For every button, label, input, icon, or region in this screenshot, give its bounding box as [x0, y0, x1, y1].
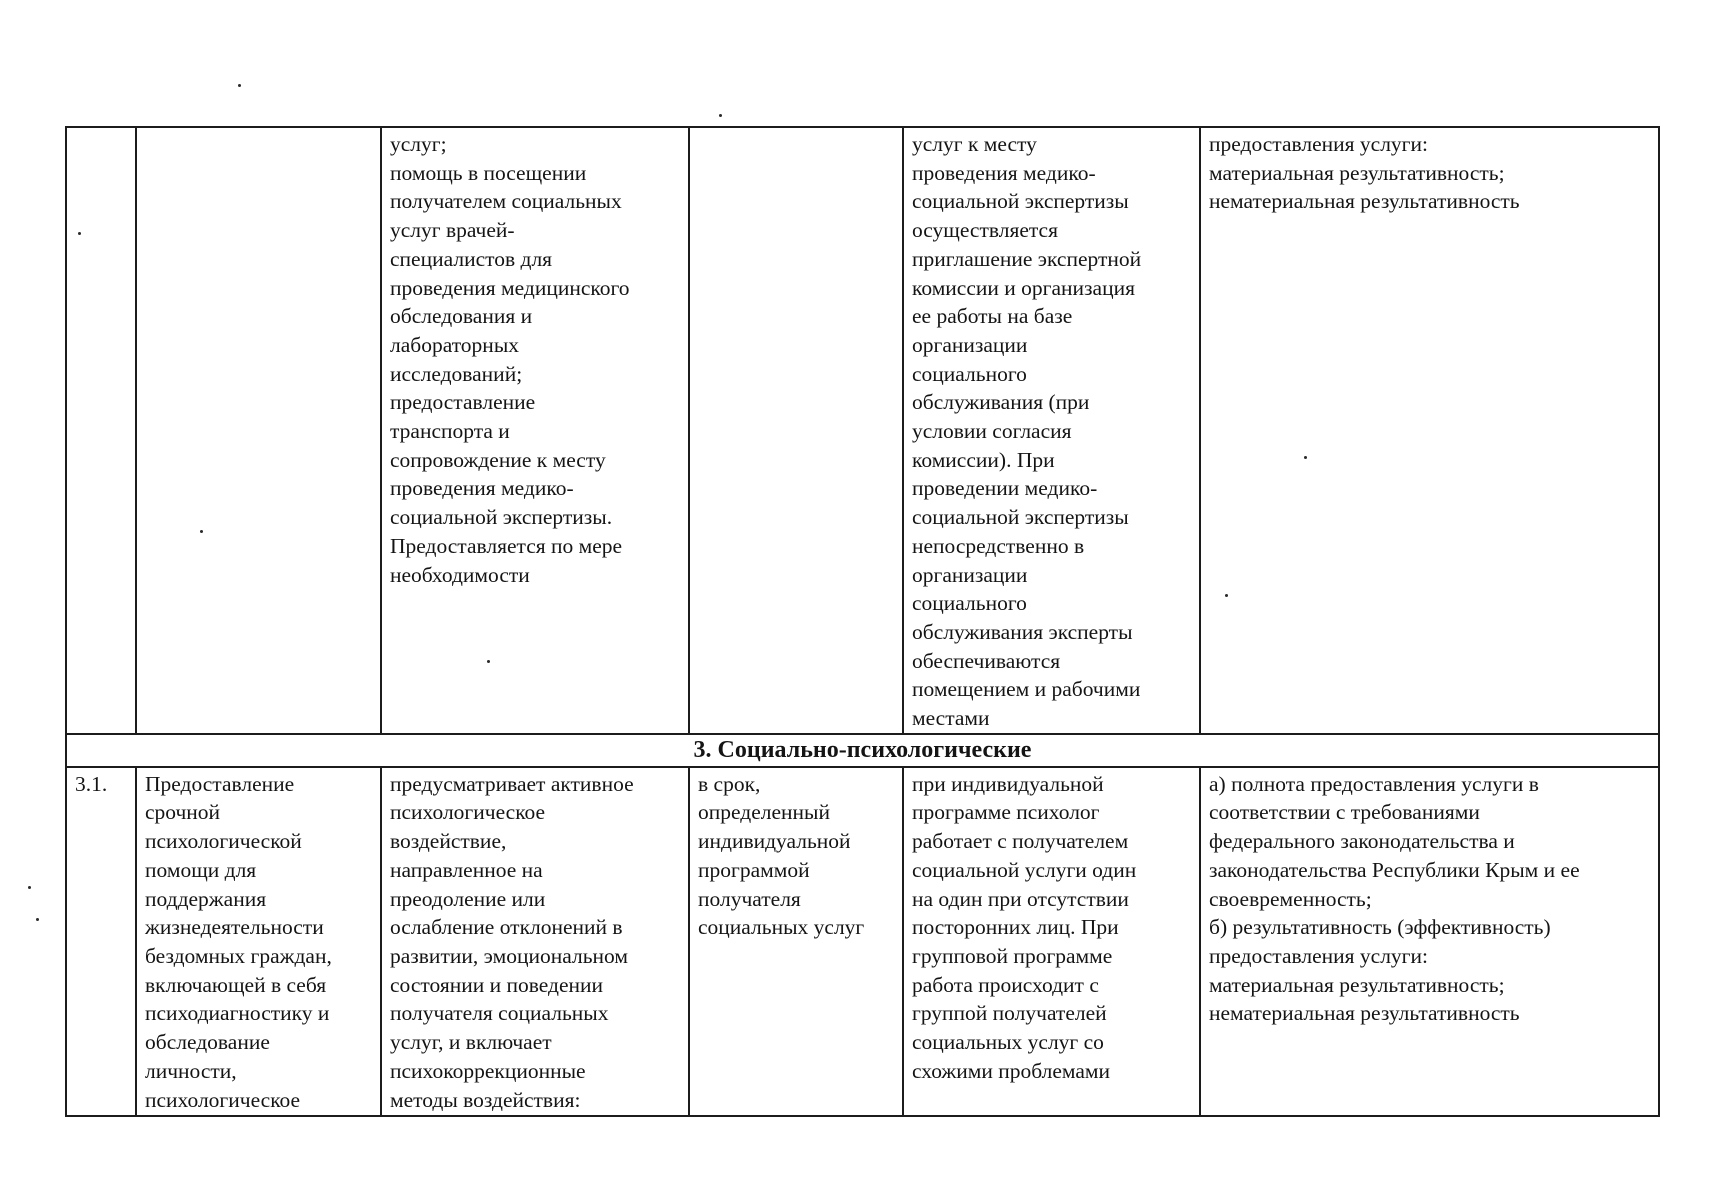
cell-service-evaluation: предоставления услуги: материальная результативность; нематериальная результативность — [1200, 127, 1659, 734]
scan-speck — [36, 918, 39, 921]
cell-service-description: услуг; помощь в посещении получателем социальных услуг врачей- специалистов для проведения медицинского обследования и лабораторных исследований; предоставление транспорта и сопровождение к месту проведения медико- социальной экспертизы. Предоставляется по мере необходимости — [381, 127, 689, 734]
cell-service-conditions: услуг к месту проведения медико- социальной экспертизы осуществляется приглашение экспертной комиссии и организация ее работы на базе организации социального обслуживания (при условии согласия комиссии). При проведении медико- социальной экспертизы непосредственно в организации социального обслуживания эксперты обеспечиваются помещением и рабочими местами — [903, 127, 1200, 734]
services-table — [65, 126, 1660, 1117]
cell-number: 3.1. — [66, 767, 136, 1116]
scan-speck — [238, 84, 241, 87]
cell-service-name — [136, 127, 381, 734]
cell-service-term: в срок, определенный индивидуальной программой получателя социальных услуг — [689, 767, 903, 1116]
section-title: 3. Социально-психологические — [66, 734, 1659, 767]
scan-speck — [28, 886, 31, 889]
cell-service-conditions: при индивидуальной программе психолог работает с получателем социальной услуги один на один при отсутствии посторонних лиц. При групповой программе работа происходит с группой получателей социальных услуг со схожими проблемами — [903, 767, 1200, 1116]
cell-service-description: предусматривает активное психологическое воздействие, направленное на преодоление или ослабление отклонений в развитии, эмоциональном состоянии и поведении получателя социальных услуг, и включает психокоррекционные методы воздействия: — [381, 767, 689, 1116]
table-row-3-1 — [66, 767, 1659, 1116]
scan-speck — [719, 114, 722, 117]
table-section-header — [66, 734, 1659, 767]
cell-service-term — [689, 127, 903, 734]
cell-number — [66, 127, 136, 734]
table-row-continued — [66, 127, 1659, 734]
cell-service-name: Предоставление срочной психологической помощи для поддержания жизнедеятельности бездомных граждан, включающей в себя психодиагностику и обследование личности, психологическое — [136, 767, 381, 1116]
cell-service-evaluation: а) полнота предоставления услуги в соответствии с требованиями федерального законодательства и законодательства Республики Крым и ее своевременность; б) результативность (эффективность) предоставления услуги: материальная результативность; нематериальная результативность — [1200, 767, 1659, 1116]
